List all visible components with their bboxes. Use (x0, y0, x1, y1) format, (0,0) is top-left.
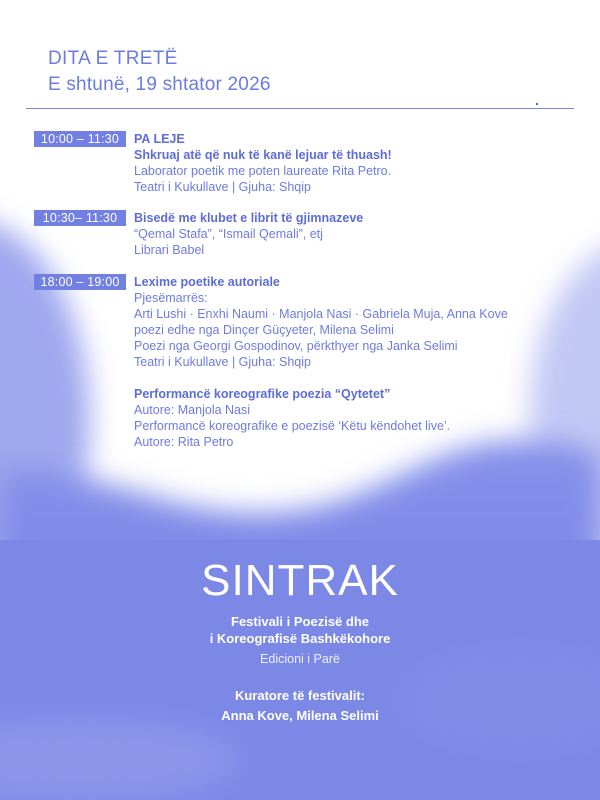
event-description: “Qemal Stafa”, “Ismail Qemali”, etj (134, 227, 323, 241)
event-venue: Teatri i Kukullave | Gjuha: Shqip (134, 355, 311, 369)
event-venue: Librari Babel (134, 243, 205, 257)
event-title: Bisedë me klubet e librit të gjimnazeve (134, 211, 364, 225)
participants-list-2: poezi edhe nga Dinçer Güçyeter, Milena Selimi (134, 323, 394, 337)
slot-details (134, 210, 574, 258)
event-title: PA LEJE (134, 132, 185, 146)
curator-names: Anna Kove, Milena Selimi (221, 708, 379, 723)
edition-label: Edicioni i Parë (260, 652, 340, 666)
day-title: DITA E TRETË (48, 48, 178, 69)
curator-label: Kuratore të festivalit: (234, 688, 366, 703)
event-title: Lexime poetike autoriale (134, 275, 280, 289)
slot-details (134, 131, 574, 195)
slot-details (134, 274, 574, 450)
time-badge: 18:00 – 19:00 (34, 274, 126, 290)
performance-title: Performancë koreografike poezia “Qytetet” (134, 387, 391, 401)
performance-description: Performancë koreografike e poezisë ‘Këtu këndohet live’. (134, 419, 451, 433)
festival-subtitle-line1: Festivali i Poezisë dhe (231, 614, 369, 629)
event-venue: Teatri i Kukullave | Gjuha: Shqip (134, 180, 311, 194)
translation-note: Poezi nga Georgi Gospodinov, përkthyer nga Janka Selimi (134, 339, 458, 353)
participants-label: Pjesëmarrës: (134, 291, 208, 305)
participants-list: Arti Lushi · Enxhi Naumi · Manjola Nasi · Gabriela Muja, Anna Kove (134, 307, 508, 321)
divider-dot (536, 103, 538, 105)
festival-logo-title: SINTRAK (201, 556, 399, 605)
header-divider (26, 108, 574, 109)
festival-subtitle-line2: i Koreografisë Bashkëkohore (209, 631, 391, 646)
performance-author-2: Autore: Rita Petro (134, 435, 234, 449)
event-subtitle: Shkruaj atë që nuk të kanë lejuar të thuash! (134, 148, 392, 162)
time-badge: 10:00 – 11:30 (34, 131, 126, 147)
time-badge: 10:30– 11:30 (34, 210, 126, 226)
performance-author: Autore: Manjola Nasi (134, 403, 251, 417)
day-date: E shtunë, 19 shtator 2026 (48, 74, 271, 95)
event-description: Laborator poetik me poten laureate Rita Petro. (134, 164, 392, 178)
